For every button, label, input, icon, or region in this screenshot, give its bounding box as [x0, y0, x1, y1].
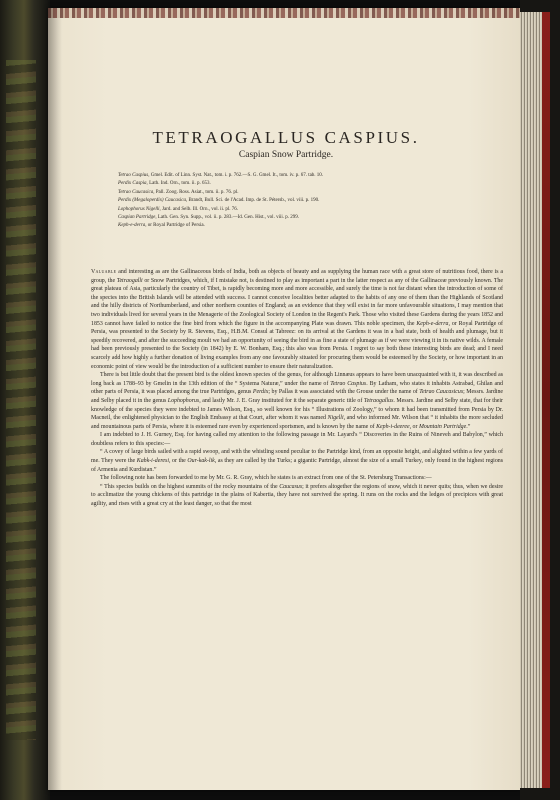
synonym-entry: [118, 172, 498, 180]
synonym-name: Perdix Caspia,: [118, 181, 148, 187]
text-run: , or: [409, 423, 419, 430]
text-run: . Messrs. Jardine and Selby state, that for their knowledge of the species they were indebted to James Wilson, Esq., so well known for his “ Illustrations of Zoology,” to whom it had been transmitted from Persia by Dr. Macneil, the enlightened physician to the English Embassy at that Court, after whom it was named: [91, 397, 503, 422]
text-run: , and lastly Mr. J. E. Gray instituted for it the separate generic title of: [199, 397, 364, 404]
synonym-reference: Lath. Ind. Orn., tom. ii. p. 653.: [149, 181, 211, 187]
text-run: The following note has been forwarded to me by Mr. G. R. Gray, which he states is an extract from one of the St. Petersburg Transactions:—: [100, 475, 432, 482]
synonym-reference: Jard. and Selb. Ill. Orn., vol. ii. pl. 76.: [162, 206, 239, 212]
text-run: , as they are called by the Turks; a gigantic Partridge, almost the size of a small Turkey, only found in the highest regions of Armenia and Kurdistan.”: [91, 458, 504, 473]
synonym-name: Tetrao Caspius,: [118, 173, 150, 178]
italic-term: Perdix: [252, 389, 269, 396]
synonym-entry: [118, 180, 498, 188]
italic-term: Tetraogallus: [363, 397, 394, 404]
synonym-name: Keph-e-derra,: [118, 223, 147, 229]
italic-term: Kabk-i-deresi: [136, 458, 169, 465]
synonym-name: Lophophorus Nigelli,: [118, 206, 161, 212]
italic-term: Tetraogalli: [116, 277, 143, 284]
paragraph: [91, 483, 503, 509]
synonym-reference: Gmel. Edit. of Linn. Syst. Nat., tom. i. p. 762.—S. G. Gmel. It., tom. iv. p. 67. tab. 10.: [150, 173, 324, 178]
text-run: There is but little doubt that the present bird is the oldest known species of the genus, for although Linnæus appears to have been unacquainted with it, it was described as long back as 1788–93 by Gmelin in the 13th edition of the “ Systema Naturæ,” under the name of: [91, 372, 503, 387]
text-run: , and who informed Mr. Wilson that “ it inhabits the more secluded and mountainous parts of Persia, where it is esteemed rare even by experienced sportsmen, and is known by the name of: [91, 415, 503, 430]
body-text: [91, 268, 503, 768]
text-run: I am indebted to J. H. Gurney, Esq. for having called my attention to the following passage in Mr. Layard's “ Discoveries in the Ruins of Nineveh and Babylon,” which doubtless refers to this species:—: [91, 432, 503, 447]
italic-term: Lophophorus: [167, 397, 200, 404]
italic-term: Mountain Partridge: [418, 423, 467, 430]
italic-term: Keph-i-deeree: [376, 423, 410, 430]
italic-term: Keph-e-derra: [416, 320, 449, 327]
text-run: “ A covey of large birds sailed with a rapid swoop, and with the whistling sound peculiar to the Partridge kind, from an opposite height, and alighted within a few yards of me. They were the: [91, 449, 503, 465]
page-title: TETRAOGALLUS CASPIUS.: [152, 128, 420, 147]
page-subtitle: Caspian Snow Partridge.: [238, 150, 334, 160]
italic-term: Tetrao Caspius: [330, 380, 367, 387]
italic-term: Nigelli: [327, 415, 344, 422]
synonym-reference: Pall. Zoog. Ross. Asiat., tom. ii. p. 76. pl.: [155, 189, 239, 195]
text-run: , or the: [168, 458, 188, 465]
paragraph: [91, 371, 503, 431]
text-run: . By Latham, who states it inhabits Astrabad, Ghilan and other parts of Persia, it was placed among the true Partridges, genus: [91, 380, 503, 396]
previous-plate-edge: [0, 0, 50, 800]
page-top-ornament: [48, 8, 520, 18]
lead-word: Valuable: [91, 269, 117, 275]
text-run: , or Royal Partridge of Persia, was presented to the Society by R. Stevens, Esq., H.B.M. Consul at Tabreez: on its arrival at the Gardens it was in a bad state, both of health and plumage, but it speedily recovered, and after the succeeding moult we had an opportunity of seeing the bird in as fine a state of plumage as if we were viewing it in its native wilds. A female had been previously presented to the Society (in 1842) by E. W. Bonham, Esq.; this also was from Persia. I regret to say both these interesting birds are dead; and I need scarcely add how highly a further donation of living examples from any one favourably situated for procuring them would be esteemed by the Society, or how important in an economic point of view would be the introduction of a sufficient number to ensure their naturalization.: [91, 320, 504, 370]
synonym-reference: Brandt, Bull. Sci. de l'Acad. Imp. de St. Pétersb., vol. viii. p. 190.: [188, 198, 320, 204]
synonymy-list: [118, 172, 498, 231]
text-run: ; it prefers altogether the regions of snow, which it never quits; thus, when we desire to acclimatize the young chickens of this partridge in the plains of Kabertia, they have not survived the spring. It runs on the rocks and the ledges of precipices with great agility, and rises with a great cry at the least danger, so that the most: [91, 483, 503, 508]
text-run: and interesting as are the Gallinaceous birds of India, both as objects of beauty and as supplying the human race with a great store of nutritious food, there is a group, the: [91, 269, 503, 284]
synonym-reference: Lath. Gen. Syn. Supp., vol. ii. p. 283.—Id. Gen. Hist., vol. viii. p. 299.: [157, 215, 299, 221]
paragraph: [91, 268, 503, 371]
paragraph: [91, 448, 503, 474]
text-run: “ This species builds on the highest summits of the rocky mountains of the: [100, 483, 280, 490]
page-stack-edge: [520, 0, 560, 800]
synonym-name: Caspian Partridge,: [118, 215, 157, 221]
synonym-entry: [118, 206, 498, 214]
text-run: ; Messrs. Jardine and Selby placed it in the genus: [91, 389, 504, 404]
italic-term: Caucasus: [279, 483, 303, 490]
italic-term: Tetrao Caucasicus: [419, 389, 464, 396]
paragraph: [91, 431, 503, 448]
synonym-entry: [118, 222, 498, 230]
synonym-entry: [118, 189, 498, 197]
text-run: .”: [466, 423, 471, 430]
synonym-entry: [118, 214, 498, 222]
synonym-name: Tetrao Caucasica,: [118, 189, 155, 195]
synonym-entry: [118, 197, 498, 205]
synonym-reference: or Royal Partridge of Persia.: [147, 223, 205, 229]
paragraph: [91, 474, 503, 483]
gutter-shadow: [48, 8, 62, 790]
italic-term: Our-kak-lik: [187, 458, 215, 465]
text-run: ; by Pallas it was associated with the Grouse under the name of: [268, 389, 420, 396]
synonym-name: Perdix (Megaloperdix) Caucasica,: [118, 198, 188, 204]
text-run: or Snow Partridges, which, if I mistake not, is destined to play as important a part in the latter respect as any of the Gallinaceæ previously known. The great plateau of Asia, particularly the country of Tibet, is rapidly becoming more and more accessible, and surely the time is not far distant when the introduction of some of the species into the British Islands will be attended with success. I cannot conceive localities better adapted to the habits of any one of them than the Highlands of Scotland and the hilly districts of Northumberland, and other northern counties of England; as an evidence that they will exist in far more unfavourable situations, I may mention that two individuals lived for several years in the Menagerie of the Zoological Society of London in the Regent's Park. Those who visited these Gardens during the years 1852 and 1853 cannot have failed to notice the fine bird from which the figure in the accompanying Plate was drawn. This noble specimen, the: [91, 277, 503, 327]
